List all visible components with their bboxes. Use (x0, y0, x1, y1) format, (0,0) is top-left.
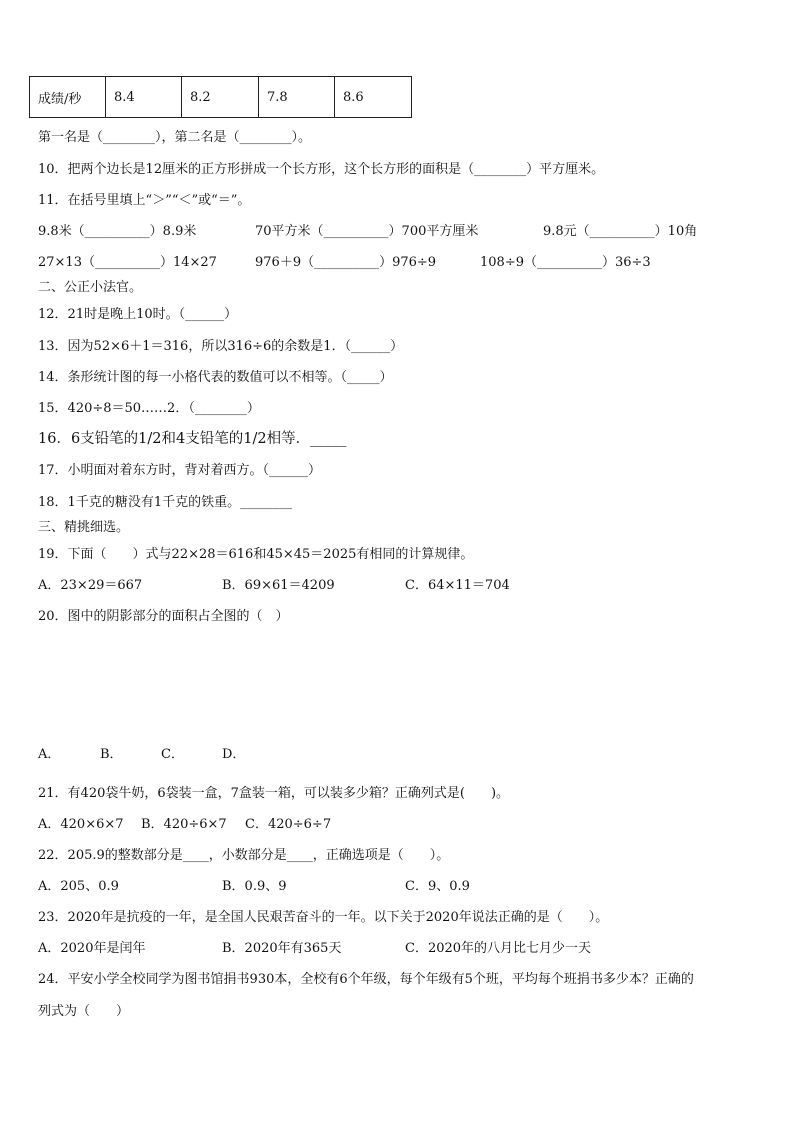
table-cell: 8.6 (335, 77, 412, 118)
question-24-stem: 24．平安小学全校同学为图书馆捐书930本，全校有6个年级，每个年级有5个班，平均每个班捐书多少本？正确的 (38, 972, 694, 987)
question-14: 14．条形统计图的每一小格代表的数值可以不相等。（_____） (38, 370, 393, 385)
table-cell: 7.8 (259, 77, 335, 118)
question-11-item: 9.8元（__________）10角 (543, 224, 698, 239)
question-15: 15．420÷8＝50……2．（________） (38, 401, 260, 416)
q9-answer-line: 第一名是（________），第二名是（________）。 (38, 130, 312, 145)
question-17: 17．小明面对着东方时，背对着西方。（______） (38, 463, 322, 478)
answer-option: C．420÷6÷7 (245, 817, 332, 832)
question-21-stem: 21．有420袋牛奶，6袋装一盒，7盒装一箱，可以装多少箱？正确列式是( )。 (38, 786, 510, 801)
answer-option: C．9、0.9 (405, 879, 470, 894)
answer-option: B．69×61＝4209 (222, 578, 335, 593)
answer-option: C．2020年的八月比七月少一天 (405, 941, 592, 956)
question-11-item: 70平方米（__________）700平方厘米 (255, 224, 479, 239)
question-11-item: 976＋9（__________）976÷9 (255, 255, 437, 270)
section-heading: 三、精挑细选。 (38, 520, 130, 535)
question-16: 16．6支铅笔的1/2和4支铅笔的1/2相等．_____ (38, 431, 347, 447)
section-heading: 二、公正小法官。 (38, 280, 143, 295)
answer-option: A． (38, 747, 61, 762)
question-10: 10．把两个边长是12厘米的正方形拼成一个长方形，这个长方形的面积是（________）平方厘米。 (38, 162, 605, 177)
table-row (30, 77, 412, 118)
table-cell: 8.2 (182, 77, 259, 118)
question-19-stem: 19．下面（ ）式与22×28＝616和45×45＝2025有相同的计算规律。 (38, 547, 474, 562)
answer-option: A．205、0.9 (38, 879, 119, 894)
question-20-stem: 20．图中的阴影部分的面积占全图的（ ） (38, 609, 289, 624)
answer-option: A．420×6×7 (38, 817, 124, 832)
answer-option: B．2020年有365天 (222, 941, 342, 956)
question-11-stem: 11．在括号里填上“＞”“＜”或“＝”。 (38, 193, 251, 208)
answer-option: A．23×29＝667 (38, 578, 143, 593)
question-11-item: 9.8米（__________）8.9米 (38, 224, 197, 239)
table-cell: 成绩/秒 (30, 77, 106, 118)
answer-option: D． (222, 747, 246, 762)
answer-option: B． (100, 747, 123, 762)
question-11-item: 27×13（__________）14×27 (38, 255, 217, 270)
answer-option: C． (161, 747, 184, 762)
answer-option: C．64×11＝704 (405, 578, 510, 593)
question-11-item: 108÷9（__________）36÷3 (480, 255, 651, 270)
score-table (29, 76, 412, 118)
answer-option: B．420÷6×7 (141, 817, 227, 832)
question-12: 12．21时是晚上10时。（______） (38, 307, 238, 322)
question-23-stem: 23．2020年是抗疫的一年，是全国人民艰苦奋斗的一年。以下关于2020年说法正确的是（ ）。 (38, 910, 609, 925)
question-22-stem: 22．205.9的整数部分是____，小数部分是____，正确选项是（ ）。 (38, 848, 450, 863)
answer-option: A．2020年是闰年 (38, 941, 146, 956)
table-cell: 8.4 (106, 77, 182, 118)
question-18: 18．1千克的糖没有1千克的铁重。________ (38, 495, 293, 510)
answer-option: B．0.9、9 (222, 879, 287, 894)
question-13: 13．因为52×6＋1＝316，所以316÷6的余数是1．（______） (38, 339, 404, 354)
question-24-stem-continued: 列式为（ ） (38, 1004, 130, 1019)
